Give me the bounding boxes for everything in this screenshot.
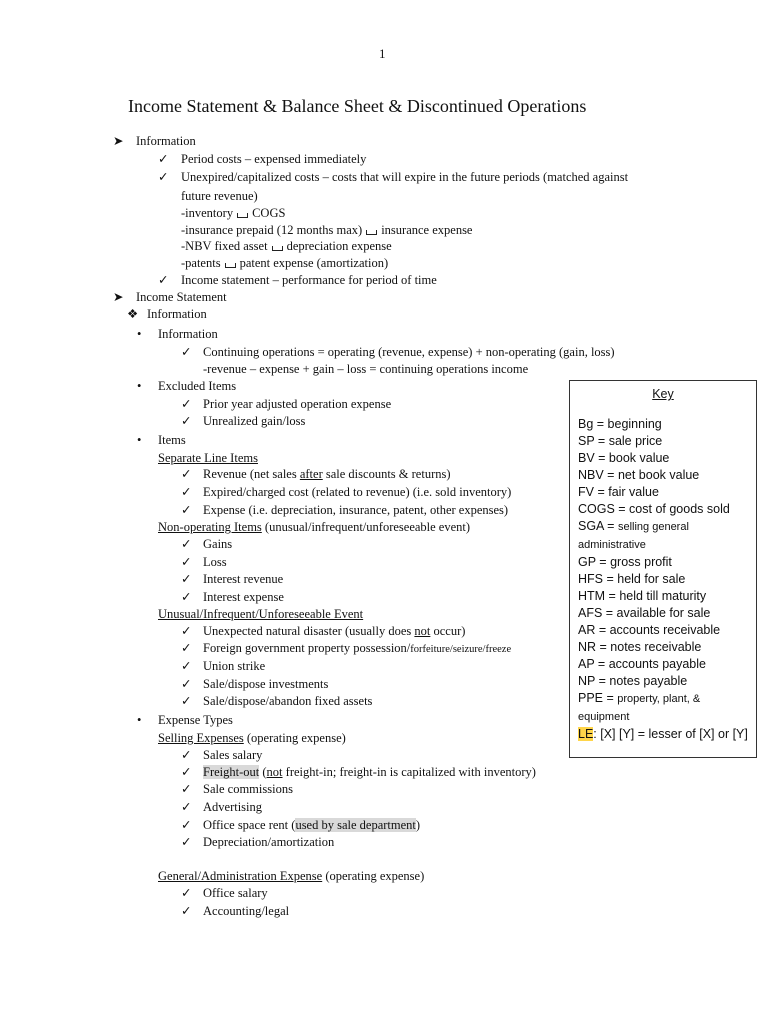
info-heading: Information	[136, 134, 196, 148]
selling-title: Selling Expenses	[158, 731, 244, 745]
freight-out-highlight: Freight-out	[203, 765, 260, 779]
selling-item: Sales salary	[203, 748, 263, 762]
selling-item	[203, 817, 420, 833]
key-item: AP = accounts payable	[578, 657, 706, 671]
freight-not: not	[266, 765, 283, 779]
ga-title: General/Administration Expense	[158, 869, 323, 883]
example-insurance	[181, 222, 472, 238]
non-operating-item: Interest revenue	[203, 572, 284, 586]
example-insurance-from: -insurance prepaid (12 months max)	[181, 223, 363, 237]
info-unexpired-line1: Unexpired/capitalized costs – costs that will expire in the future periods (matched against	[181, 170, 629, 184]
arrow-bullet-icon: ➤	[113, 134, 124, 148]
unusual-item: Sale/dispose/abandon fixed assets	[203, 694, 373, 708]
check-icon: ✓	[181, 659, 192, 673]
check-icon: ✓	[181, 765, 192, 779]
freight-text: freight-in; freight-in is capitalized with inventory)	[282, 765, 536, 779]
selling-item: Depreciation/amortization	[203, 835, 335, 849]
key-item: NR = notes receivable	[578, 640, 702, 654]
excluded-item: Prior year adjusted operation expense	[203, 397, 392, 411]
key-item: HTM = held till maturity	[578, 589, 707, 603]
key-item-le	[578, 726, 754, 743]
example-inventory	[181, 205, 285, 221]
expense-types-heading: Expense Types	[158, 713, 233, 727]
key-le-highlight: LE	[578, 727, 594, 741]
key-item: HFS = held for sale	[578, 572, 686, 586]
continuing-operations: Continuing operations = operating (revenue, expense) + non-operating (gain, loss)	[203, 345, 615, 359]
right-arrow-icon	[272, 246, 283, 251]
ga-item: Office salary	[203, 886, 268, 900]
non-operating-item: Interest expense	[203, 590, 284, 604]
ga-item: Accounting/legal	[203, 904, 290, 918]
unusual-item	[203, 640, 511, 658]
revenue-item	[203, 466, 451, 482]
selling-item	[203, 764, 536, 780]
key-list	[578, 416, 754, 743]
unusual-item: Sale/dispose investments	[203, 677, 329, 691]
check-icon: ✓	[181, 782, 192, 796]
freight-paren: (	[259, 765, 267, 779]
dot-bullet-icon: •	[137, 379, 142, 393]
check-icon: ✓	[181, 345, 192, 359]
key-item-sga	[578, 518, 754, 554]
check-icon: ✓	[181, 555, 192, 569]
key-item: NBV = net book value	[578, 468, 700, 482]
ga-expense-heading	[158, 868, 424, 884]
diamond-bullet-icon: ❖	[127, 307, 139, 321]
non-operating-item: Gains	[203, 537, 233, 551]
continuing-formula: -revenue – expense + gain – loss = continuing operations income	[203, 362, 529, 376]
check-icon: ✓	[181, 748, 192, 762]
non-operating-paren: (unusual/infrequent/unforeseeable event)	[261, 520, 471, 534]
check-icon: ✓	[158, 273, 169, 287]
revenue-after: after	[299, 467, 323, 481]
key-ppe-label: PPE =	[578, 691, 618, 705]
key-item: Bg = beginning	[578, 417, 662, 431]
check-icon: ✓	[181, 485, 192, 499]
arrow-bullet-icon: ➤	[113, 290, 124, 304]
page-title: Income Statement & Balance Sheet & Discontinued Operations	[128, 96, 587, 116]
is-info-sub: Information	[158, 327, 218, 341]
excluded-heading: Excluded Items	[158, 379, 237, 393]
check-icon: ✓	[181, 537, 192, 551]
unusual-item	[203, 623, 465, 639]
key-ppe-text: property, plant, & equipment	[578, 693, 701, 723]
key-item: GP = gross profit	[578, 555, 672, 569]
example-patents	[181, 255, 388, 271]
key-item: AR = accounts receivable	[578, 623, 721, 637]
check-icon: ✓	[181, 677, 192, 691]
check-icon: ✓	[181, 818, 192, 832]
foreign-small-text: forfeiture/seizure/freeze	[410, 644, 512, 655]
info-income-statement: Income statement – performance for period of time	[181, 273, 437, 287]
right-arrow-icon	[237, 213, 248, 218]
info-period-costs: Period costs – expensed immediately	[181, 152, 367, 166]
selling-paren: (operating expense)	[243, 731, 346, 745]
excluded-item: Unrealized gain/loss	[203, 414, 306, 428]
check-icon: ✓	[181, 503, 192, 517]
revenue-text-end: sale discounts & returns)	[322, 467, 451, 481]
selling-item: Sale commissions	[203, 782, 293, 796]
selling-item: Advertising	[203, 800, 263, 814]
check-icon: ✓	[181, 590, 192, 604]
right-arrow-icon	[366, 230, 377, 235]
non-operating-heading	[158, 519, 470, 535]
ga-paren: (operating expense)	[322, 869, 425, 883]
key-item: FV = fair value	[578, 485, 659, 499]
example-patents-to: patent expense (amortization)	[239, 256, 389, 270]
disaster-text-end: occur)	[430, 624, 466, 638]
office-rent-text: Office space rent (	[203, 818, 296, 832]
page-number: 1	[379, 46, 386, 61]
expense-item: Expense (i.e. depreciation, insurance, patent, other expenses)	[203, 503, 509, 517]
check-icon: ✓	[181, 467, 192, 481]
example-inventory-from: -inventory	[181, 206, 234, 220]
example-nbv	[181, 238, 392, 254]
revenue-text: Revenue (net sales	[203, 467, 300, 481]
info-unexpired-line2: future revenue)	[181, 189, 258, 203]
check-icon: ✓	[181, 800, 192, 814]
office-rent-end: )	[415, 818, 421, 832]
unusual-heading: Unusual/Infrequent/Unforeseeable Event	[158, 607, 364, 621]
key-item: NP = notes payable	[578, 674, 688, 688]
example-nbv-to: depreciation expense	[286, 239, 392, 253]
dot-bullet-icon: •	[137, 713, 142, 727]
key-title: Key	[652, 387, 674, 401]
items-heading: Items	[158, 433, 186, 447]
key-sga-label: SGA =	[578, 519, 618, 533]
check-icon: ✓	[181, 835, 192, 849]
separate-line-items-heading: Separate Line Items	[158, 451, 258, 465]
dot-bullet-icon: •	[137, 433, 142, 447]
right-arrow-icon	[225, 263, 236, 268]
example-insurance-to: insurance expense	[381, 223, 473, 237]
disaster-not: not	[414, 624, 431, 638]
key-le-text: : [X] [Y] = lesser of [X] or [Y]	[593, 727, 748, 741]
key-item: BV = book value	[578, 451, 670, 465]
check-icon: ✓	[181, 904, 192, 918]
check-icon: ✓	[181, 414, 192, 428]
key-box	[569, 380, 757, 758]
check-icon: ✓	[158, 170, 169, 184]
non-operating-title: Non-operating Items	[158, 520, 262, 534]
example-inventory-to: COGS	[252, 206, 286, 220]
example-nbv-from: -NBV fixed asset	[181, 239, 268, 253]
key-item-ppe	[578, 690, 754, 726]
check-icon: ✓	[181, 694, 192, 708]
check-icon: ✓	[158, 152, 169, 166]
check-icon: ✓	[181, 572, 192, 586]
disaster-text: Unexpected natural disaster (usually does	[203, 624, 415, 638]
is-heading: Income Statement	[136, 290, 227, 304]
dot-bullet-icon: •	[137, 327, 142, 341]
check-icon: ✓	[181, 641, 192, 655]
check-icon: ✓	[181, 624, 192, 638]
is-info-heading: Information	[147, 307, 207, 321]
example-patents-from: -patents	[181, 256, 221, 270]
check-icon: ✓	[181, 886, 192, 900]
office-rent-highlight: used by sale department	[295, 818, 416, 832]
expired-cost-item: Expired/charged cost (related to revenue) (i.e. sold inventory)	[203, 485, 512, 499]
key-item: COGS = cost of goods sold	[578, 502, 730, 516]
selling-expenses-heading	[158, 730, 346, 746]
key-item: SP = sale price	[578, 434, 663, 448]
key-item: AFS = available for sale	[578, 606, 711, 620]
key-sga-text: selling general administrative	[578, 521, 689, 551]
foreign-text: Foreign government property possession/	[203, 641, 411, 655]
check-icon: ✓	[181, 397, 192, 411]
unusual-item: Union strike	[203, 659, 266, 673]
non-operating-item: Loss	[203, 555, 227, 569]
